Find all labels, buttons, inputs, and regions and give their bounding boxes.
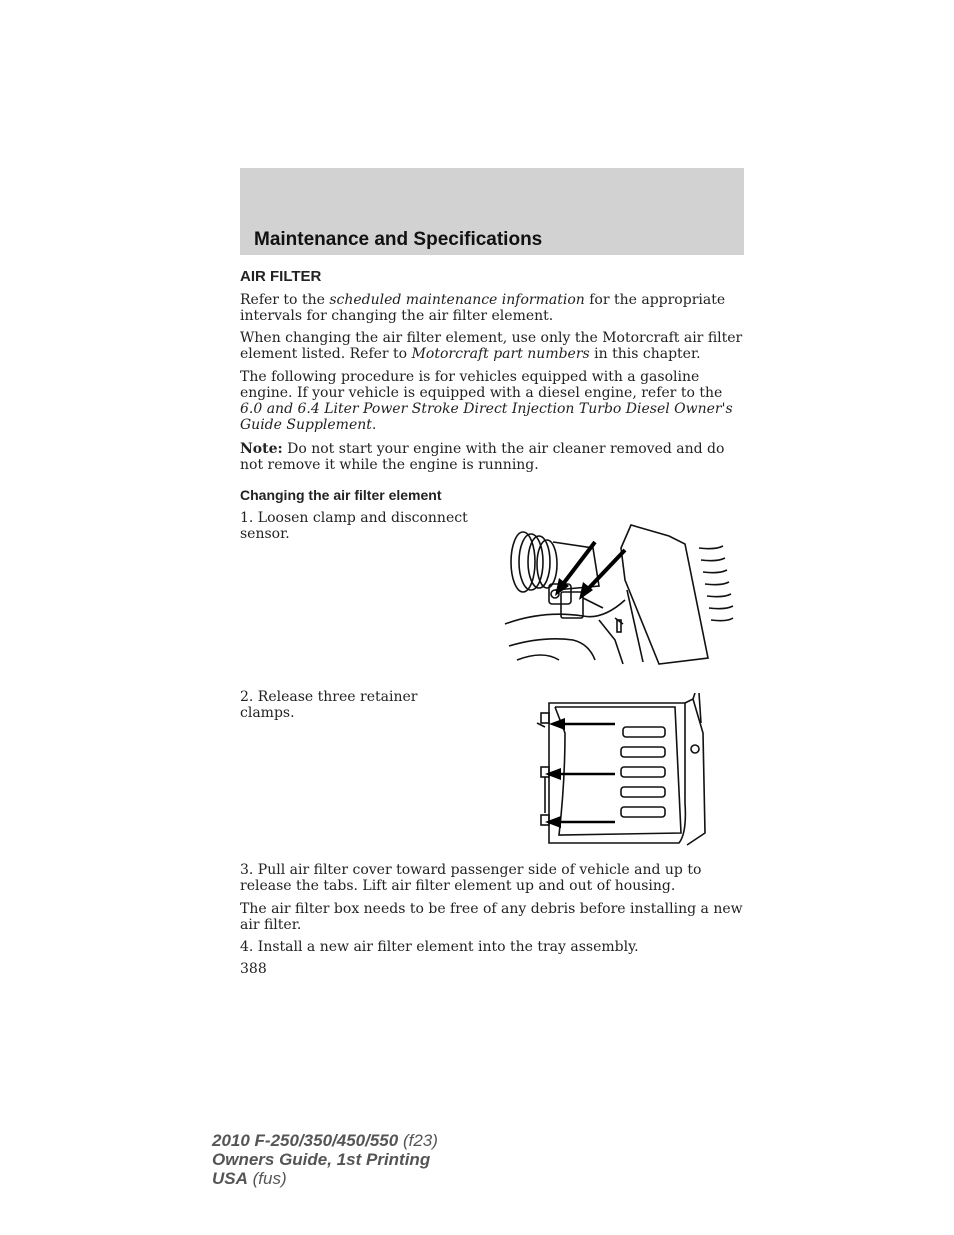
paragraph-diesel [240,369,744,433]
italic-reference: 6.0 and 6.4 Liter Power Stroke Direct Injection Turbo Diesel Owner's Guide Supplement [240,401,733,433]
retainer-clamps-figure [535,693,715,853]
text: for the appropriate intervals for changing the air filter element. [240,292,726,324]
text: When changing the air filter element, use only the Motorcraft air filter element listed. Refer to [240,330,743,362]
text: in this chapter. [589,346,701,362]
note-text: Do not start your engine with the air cleaner removed and do not remove it while the engine is running. [240,441,725,473]
text: Refer to the [240,292,330,308]
footer-line-2: Owners Guide, 1st Printing [212,1150,431,1169]
chapter-header-band [240,168,744,255]
page-number: 388 [240,961,267,977]
note-paragraph [240,441,744,473]
footer-market-code: (fus) [247,1169,287,1188]
italic-reference: scheduled maintenance information [329,292,585,308]
text: . [371,417,377,433]
italic-reference: Motorcraft part numbers [411,346,590,362]
footer-model-code: (f23) [398,1131,438,1150]
paragraph-maintenance-reference [240,292,744,324]
section-heading: AIR FILTER [240,268,322,285]
footer-line-3 [212,1169,438,1188]
footer-publication-info [212,1131,438,1188]
paragraph-motorcraft [240,330,744,362]
text: The following procedure is for vehicles equipped with a gasoline engine. If your vehicle is equipped with a diesel engine, refer to the [240,369,723,401]
note-label: Note: [240,441,283,457]
step-4: 4. Install a new air filter element into the tray assembly. [240,939,639,955]
step-2: 2. Release three retainer clamps. [240,689,418,721]
footer-model: 2010 F-250/350/450/550 [212,1131,399,1150]
paragraph-debris: The air filter box needs to be free of any debris before installing a new air filter. [240,901,743,933]
footer-line-1 [212,1131,438,1150]
step-1: 1. Loosen clamp and disconnect sensor. [240,510,468,542]
step-3: 3. Pull air filter cover toward passenger side of vehicle and up to release the tabs. Lift air filter element up and out of housing. [240,862,702,894]
clamp-sensor-figure [503,520,735,666]
subsection-heading: Changing the air filter element [240,487,442,503]
chapter-title: Maintenance and Specifications [254,229,543,250]
footer-market: USA [212,1169,248,1188]
